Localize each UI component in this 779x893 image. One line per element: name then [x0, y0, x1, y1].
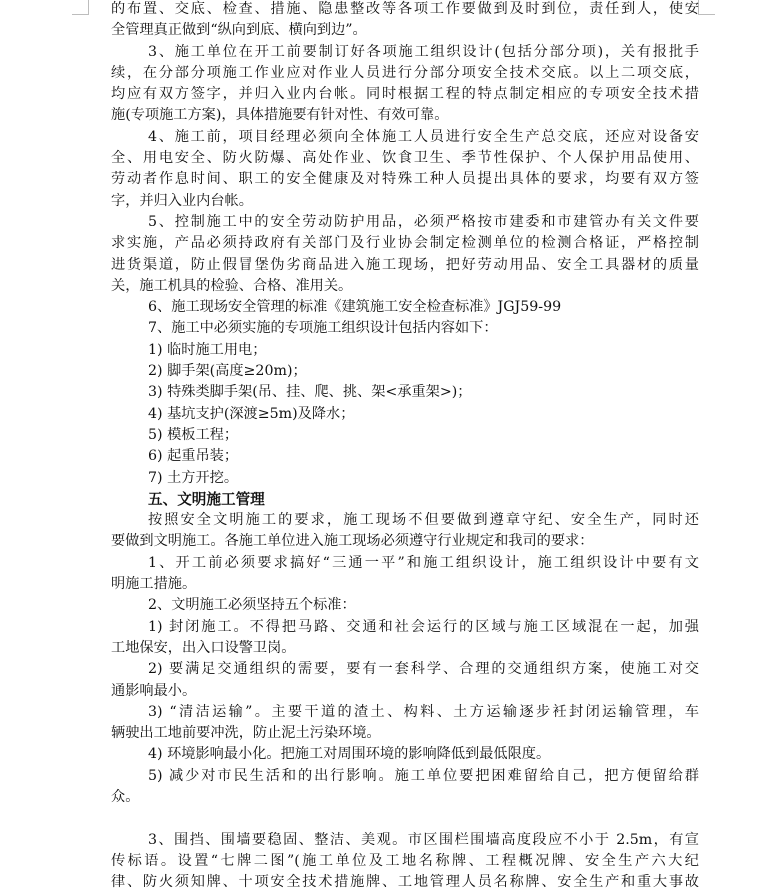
paragraph-line: 4) 基坑支护(深渡≥5m)及降水； — [148, 405, 355, 422]
paragraph-line: 辆驶出工地前要冲洗，防止泥土污染环境。 — [111, 725, 381, 742]
margin-corner-mark-left — [88, 0, 89, 14]
paragraph-line: 4、施工前，项目经理必须向全体施工人员进行安全生产总交底，还应对设备安 — [148, 128, 699, 145]
paragraph-line: 2、文明施工必须坚持五个标准： — [148, 597, 356, 614]
paragraph-line: 7) 土方开挖。 — [148, 469, 239, 486]
paragraph-line: 续，在分部分项施工作业应对作业人员进行分部分项安全技术交底。以上二项交底， — [111, 64, 699, 81]
margin-corner-mark-left — [72, 14, 89, 15]
paragraph-line: 劳动者作息时间、职工的安全健康及对特殊工种人员提出具体的要求，均要有双方签 — [111, 171, 699, 188]
paragraph-line: 7、施工中必须实施的专项施工组织设计包括内容如下： — [148, 320, 498, 337]
paragraph-line: 4) 环境影响最小化。把施工对周围环境的影响降低到最低限度。 — [148, 746, 551, 763]
paragraph-line: 3、围挡、围墙要稳固、整洁、美观。市区围栏围墙高度段应不小于 2.5m，有宣 — [148, 831, 699, 848]
paragraph-line: 工地保安，出入口设警卫岗。 — [111, 639, 296, 656]
margin-corner-mark-right — [698, 14, 715, 15]
paragraph-line: 全、用电安全、防火防爆、高处作业、饮食卫生、季节性保护、个人保护用品使用、 — [111, 150, 699, 167]
paragraph-line: 众。 — [111, 788, 140, 805]
paragraph-line: 6) 起重吊装； — [148, 448, 239, 465]
paragraph-line: 求实施，产品必须持政府有关部门及行业协会制定检测单位的检测合格证，严格控制 — [111, 235, 699, 252]
paragraph-line: 1、开工前必须要求搞好“三通一平”和施工组织设计，施工组织设计中要有文 — [148, 554, 699, 571]
paragraph-line: 全管理真正做到“纵向到底、横向到边”。 — [111, 22, 367, 39]
paragraph-line: 律、防火须知牌、十项安全技术措施牌、工地管理人员名称牌、安全生产和重大事故 — [111, 874, 699, 891]
paragraph-line: 的布置、交底、检查、措施、隐患整改等各项工作要做到及时到位，责任到人，使安 — [111, 1, 699, 17]
paragraph-line: 2) 脚手架(高度≥20m)； — [148, 363, 307, 380]
paragraph-line: 3) 特殊类脚手架(吊、挂、爬、挑、架<承重架>)； — [148, 384, 472, 401]
document-body — [111, 0, 699, 893]
paragraph-line: 1) 封闭施工。不得把马路、交通和社会运行的区域与施工区域混在一起，加强 — [148, 618, 699, 635]
paragraph-line: 进货渠道，防止假冒堡伪劣商品进入施工现场，把好劳动用品、安全工具器材的质量 — [111, 256, 699, 273]
paragraph-line: 5) 模板工程； — [148, 426, 239, 443]
paragraph-line: 要做到文明施工。各施工单位进入施工现场必须遵守行业规定和我司的要求： — [111, 533, 594, 550]
paragraph-line: 6、施工现场安全管理的标准《建筑施工安全检查标准》JGJ59-99 — [148, 299, 562, 316]
paragraph-line: 按照安全文明施工的要求，施工现场不但要做到遵章守纪、安全生产，同时还 — [148, 512, 699, 529]
paragraph-line: 均应有双方签字，并归入业内台帐。同时根据工程的特点制定相应的专项安全技术措 — [111, 86, 699, 103]
paragraph-line — [111, 808, 699, 829]
paragraph-line: 2) 要满足交通组织的需要，要有一套科学、合理的交通组织方案，使施工对交 — [148, 661, 699, 678]
paragraph-line: 明施工措施。 — [111, 576, 197, 593]
paragraph-line: 通影响最小。 — [111, 682, 197, 699]
paragraph-line: 1) 临时施工用电； — [148, 341, 267, 358]
section-heading: 五、文明施工管理 — [148, 490, 265, 508]
paragraph-line: 3、施工单位在开工前要制订好各项施工组织设计(包括分部分项)，关有报批手 — [148, 43, 699, 60]
paragraph-line: 5) 减少对市民生活和的出行影响。施工单位要把困难留给自己，把方便留给群 — [148, 767, 699, 784]
paragraph-line: 关，施工机具的检验、合格、准用关。 — [111, 277, 353, 294]
paragraph-line: 传标语。设置“七牌二图”(施工单位及工地名称牌、工程概况牌、安全生产六大纪 — [111, 852, 699, 869]
paragraph-line: 5、控制施工中的安全劳动防护用品，必须严格按市建委和市建管办有关文件要 — [148, 213, 699, 230]
paragraph-line: 施(专项施工方案)，具体措施要有针对性、有效可靠。 — [111, 107, 449, 124]
paragraph-line: 3) “清洁运输”。主要干道的渣土、构料、土方运输逐步衽封闭运输管理，车 — [148, 703, 699, 720]
paragraph-line: 字，并归入业内台帐。 — [111, 192, 253, 209]
